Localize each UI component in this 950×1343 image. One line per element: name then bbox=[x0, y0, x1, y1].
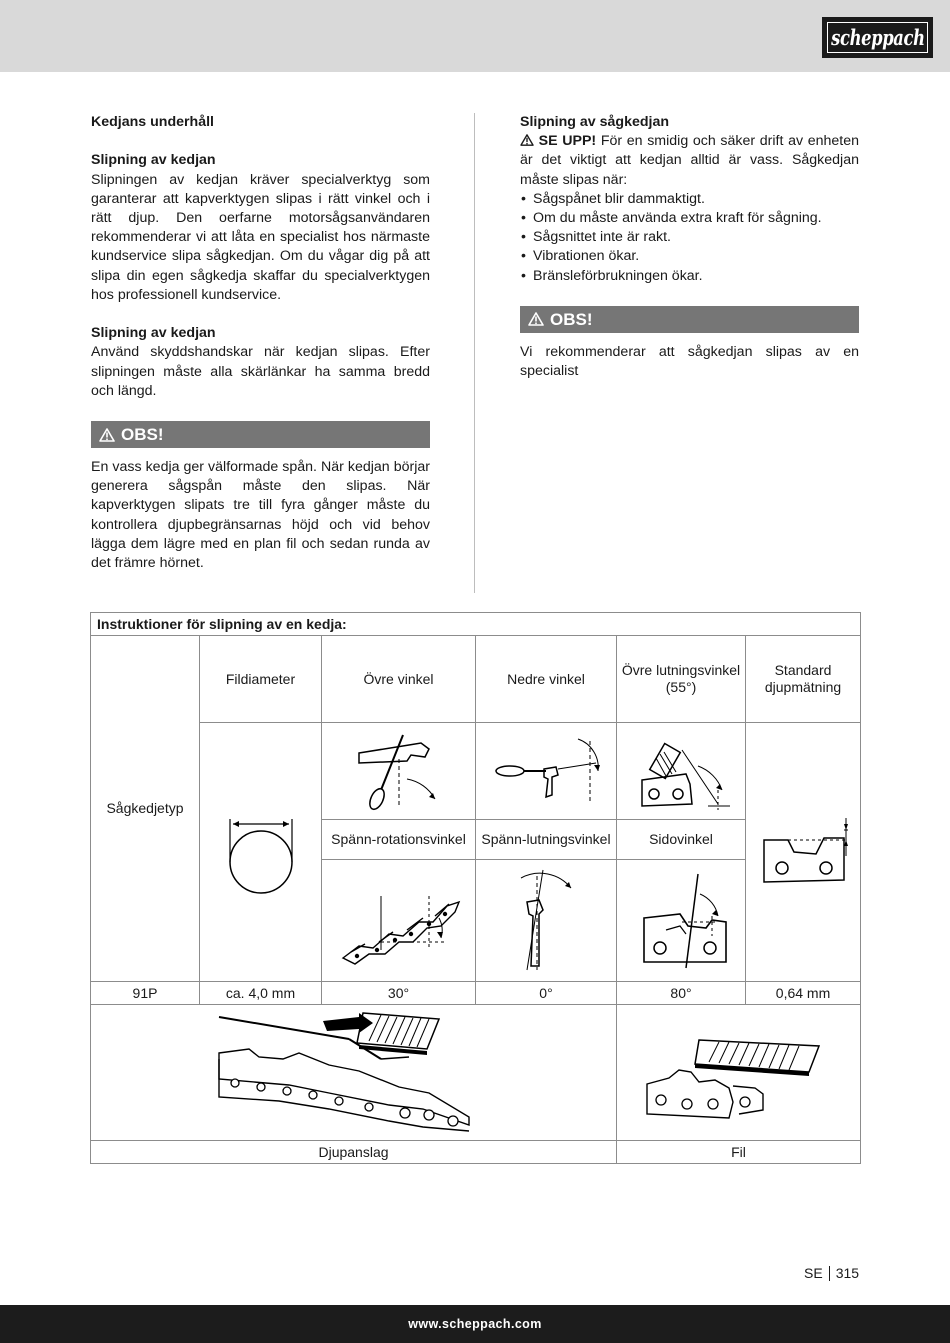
file-tool-figure bbox=[639, 1018, 839, 1128]
column-divider bbox=[474, 113, 475, 593]
obs-label: OBS! bbox=[121, 424, 164, 444]
left-column bbox=[91, 113, 430, 573]
obs-text-left: En vass kedja ger välformade spån. När kedjan börjar generera sågspån måste den slipas. När kapverktygen slipats tre till fyra gånger måste du kontrollera djupbegränsarnas höjd och vid behov lägga dem lägre med en plan fil och sedan runda av det främre hörnet. bbox=[91, 459, 430, 572]
footer-url[interactable]: www.scheppach.com bbox=[408, 1317, 542, 1331]
tension-rotation-figure-cell bbox=[322, 860, 476, 982]
value-side-angle: 80° bbox=[617, 982, 746, 1005]
file-circle-icon bbox=[221, 807, 301, 897]
upper-slope-figure bbox=[626, 730, 736, 812]
page-number bbox=[804, 1265, 859, 1281]
list-item: • Bränsleförbrukningen ökar. bbox=[520, 267, 859, 286]
table-title: Instruktioner för slipning av en kedja: bbox=[91, 613, 861, 636]
side-angle-figure bbox=[626, 866, 736, 976]
side-angle-figure-cell bbox=[617, 860, 746, 982]
heading-chain-maintenance: Kedjans underhåll bbox=[91, 114, 214, 130]
list-item: • Sågspånet blir dammaktigt. bbox=[520, 190, 859, 209]
warning-icon bbox=[99, 428, 115, 442]
logo-text: scheppach bbox=[830, 25, 925, 50]
obs-bar-right bbox=[520, 306, 859, 333]
upper-slope-figure-cell bbox=[617, 723, 746, 820]
lower-angle-figure-cell bbox=[476, 723, 617, 820]
obs-text-right: Vi rekommenderar att sågkedjan slipas av en specialist bbox=[520, 343, 859, 380]
right-column bbox=[520, 113, 859, 381]
depth-gauge-figure bbox=[748, 812, 858, 892]
sharpening-conditions-list bbox=[520, 190, 859, 286]
col-header-depth: Standard djupmätning bbox=[746, 636, 861, 723]
value-upper-angle: 30° bbox=[322, 982, 476, 1005]
list-item: • Sågsnittet inte är rakt. bbox=[520, 228, 859, 247]
heading-sharpening-1: Slipning av kedjan bbox=[91, 152, 216, 169]
lower-angle-figure bbox=[486, 731, 606, 811]
list-item: • Vibrationen ökar. bbox=[520, 247, 859, 266]
tension-slope-figure-cell bbox=[476, 860, 617, 982]
warning-icon bbox=[528, 312, 544, 326]
value-chain-type: 91P bbox=[91, 982, 200, 1005]
list-item: • Om du måste använda extra kraft för sågning. bbox=[520, 209, 859, 228]
depth-stop-figure-cell bbox=[91, 1005, 617, 1141]
paragraph-gloves: Använd skyddshandskar när kedjan slipas. Efter slipningen måste alla skärlänkar ha samma bredd och längd. bbox=[91, 344, 430, 399]
caption-depth-stop: Djupanslag bbox=[91, 1141, 617, 1164]
caution-text: För en smidig och säker drift av enheten är det viktigt att kedjan alltid är vass. Sågkedjan måste slipas när: bbox=[520, 133, 859, 188]
footer-band bbox=[0, 1305, 950, 1343]
page-number-value: 315 bbox=[835, 1265, 860, 1281]
sub-header-tension-rotation: Spänn-rotationsvinkel bbox=[322, 820, 476, 860]
heading-saw-chain-sharpening: Slipning av sågkedjan bbox=[520, 114, 670, 130]
caution-paragraph bbox=[520, 132, 859, 190]
depth-figure-cell bbox=[746, 723, 861, 982]
language-code: SE bbox=[804, 1265, 823, 1281]
chain-rotation-figure bbox=[329, 866, 469, 976]
upper-angle-figure-cell bbox=[322, 723, 476, 820]
depth-stop-figure bbox=[209, 1009, 499, 1137]
file-figure-cell bbox=[617, 1005, 861, 1141]
sharpening-instructions-table bbox=[90, 612, 861, 1164]
col-header-lower-angle: Nedre vinkel bbox=[476, 636, 617, 723]
col-header-upper-angle: Övre vinkel bbox=[322, 636, 476, 723]
value-depth: 0,64 mm bbox=[746, 982, 861, 1005]
sub-header-tension-slope: Spänn-lutningsvinkel bbox=[476, 820, 617, 860]
tension-slope-figure bbox=[501, 866, 591, 976]
caption-file: Fil bbox=[617, 1141, 861, 1164]
warning-icon bbox=[520, 134, 534, 146]
caution-label: SE UPP! bbox=[538, 133, 597, 150]
heading-sharpening-2: Slipning av kedjan bbox=[91, 325, 216, 342]
file-diameter-figure-cell bbox=[200, 723, 322, 982]
header-band bbox=[0, 0, 950, 72]
value-file-diameter: ca. 4,0 mm bbox=[200, 982, 322, 1005]
brand-logo bbox=[822, 17, 933, 58]
logo-frame bbox=[827, 22, 928, 53]
paragraph-special-tools: Slipningen av kedjan kräver specialverktyg som garanterar att kapverktygen slipas i rätt vinkel och i rätt djup. Den oerfarne motorsågsanvändaren rekommenderar vi att låta en specialist hos närmaste kundservice slipa sågkedjan. Om du vågar dig på att slipa din egen sågkedja skaffar du specialverktygen hos professionell kundservice. bbox=[91, 171, 430, 303]
obs-bar-left bbox=[91, 421, 430, 448]
row-header-chain-type: Sågkedjetyp bbox=[91, 636, 200, 982]
sub-header-side-angle: Sidovinkel bbox=[617, 820, 746, 860]
value-lower-angle: 0° bbox=[476, 982, 617, 1005]
col-header-file-diameter: Fildiameter bbox=[200, 636, 322, 723]
col-header-upper-slope: Övre lutningsvinkel (55°) bbox=[617, 636, 746, 723]
upper-angle-figure bbox=[349, 731, 449, 811]
obs-label: OBS! bbox=[550, 309, 593, 329]
page-separator bbox=[829, 1266, 830, 1281]
